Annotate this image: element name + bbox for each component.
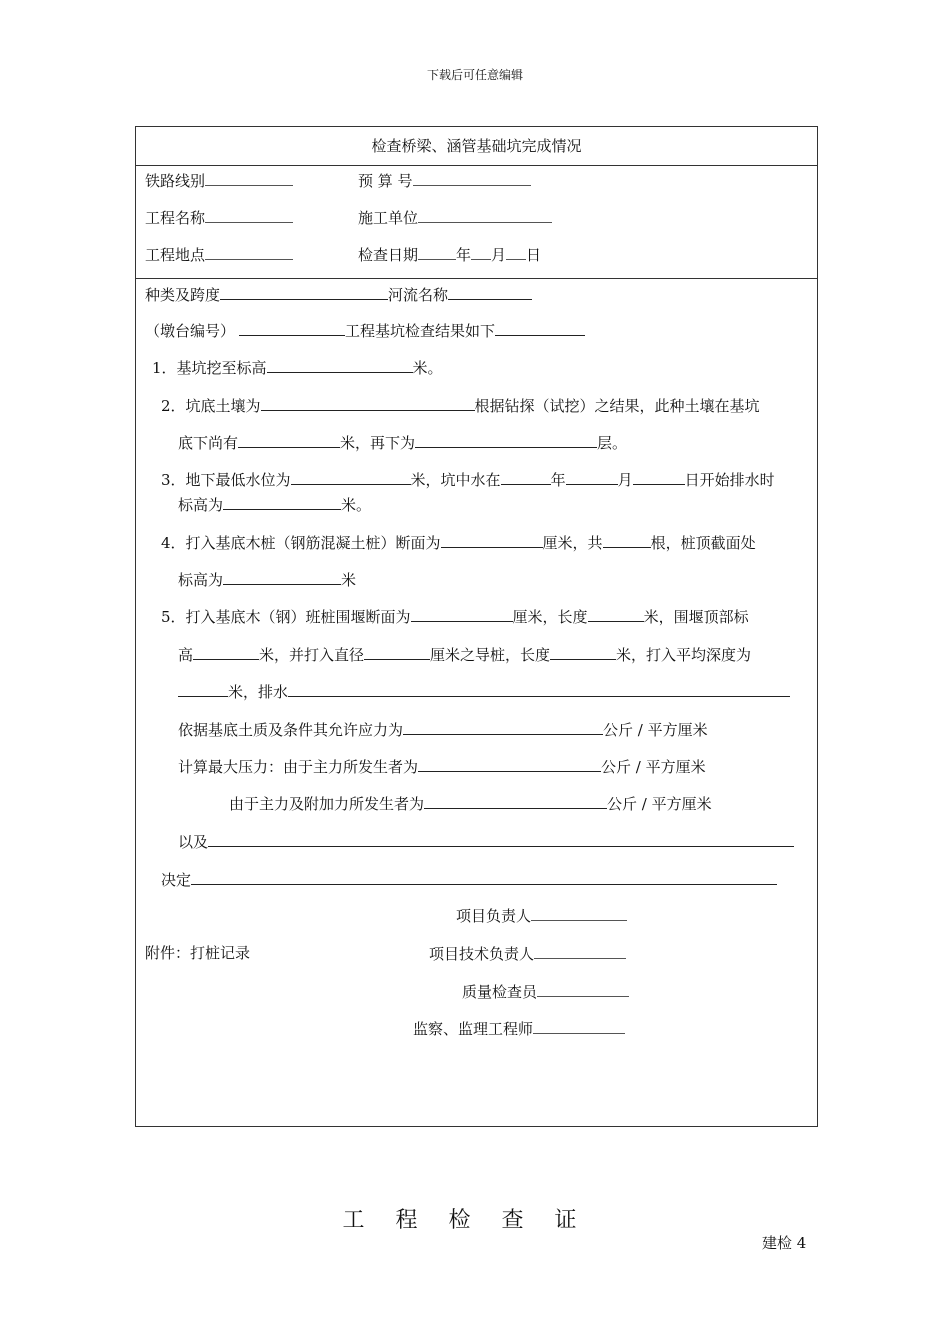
type-span-row bbox=[145, 285, 532, 304]
project-leader-signature[interactable] bbox=[531, 906, 627, 921]
item-4-text: 厘米，共 bbox=[542, 534, 603, 552]
tech-leader-row bbox=[429, 944, 626, 963]
quality-inspector-label: 质量检查员 bbox=[462, 983, 538, 1001]
item-3-month: 月 bbox=[617, 471, 633, 489]
combined-pressure-label: 由于主力及附加力所发生者为 bbox=[229, 795, 425, 813]
decision-label: 决定 bbox=[161, 871, 192, 889]
guide-pile-diameter-field[interactable] bbox=[364, 645, 430, 660]
budget-no-label: 预 算 号 bbox=[358, 172, 413, 190]
allowable-stress-label: 依据基底土质及条件其允许应力为 bbox=[178, 721, 404, 739]
item-4-cont-unit: 米 bbox=[341, 571, 357, 589]
check-date-row bbox=[358, 245, 541, 264]
project-leader-label: 项目负责人 bbox=[456, 907, 532, 925]
drain-day-field[interactable] bbox=[633, 470, 685, 485]
result-intro-label: 工程基坑检查结果如下 bbox=[345, 322, 496, 340]
main-pressure-unit: 公斤 / 平方厘米 bbox=[601, 758, 706, 776]
item-2-label: 2．坑底土壤为 bbox=[161, 397, 261, 415]
project-location-row bbox=[145, 245, 293, 264]
item-3-year: 年 bbox=[550, 471, 566, 489]
item-5-cont-label: 高 bbox=[178, 646, 194, 664]
main-pressure-field[interactable] bbox=[418, 757, 601, 772]
item-2-cont-unit: 层。 bbox=[597, 434, 628, 452]
water-level-field[interactable] bbox=[291, 470, 411, 485]
combined-pressure-unit: 公斤 / 平方厘米 bbox=[607, 795, 712, 813]
supervisor-row bbox=[413, 1019, 625, 1038]
allowable-stress-field[interactable] bbox=[403, 720, 603, 735]
check-month-field[interactable] bbox=[471, 245, 491, 260]
allowable-stress-row bbox=[178, 720, 708, 739]
item-5-row bbox=[161, 607, 749, 626]
inspection-form-frame bbox=[135, 126, 818, 1127]
budget-no-row bbox=[358, 171, 531, 190]
item-3-day: 日开始排水时 bbox=[684, 471, 775, 489]
item-1-row bbox=[152, 358, 443, 377]
decision-field[interactable] bbox=[191, 870, 777, 885]
item-3-cont-label: 标高为 bbox=[178, 496, 224, 514]
tech-leader-label: 项目技术负责人 bbox=[429, 945, 535, 963]
main-pressure-label: 计算最大压力：由于主力所发生者为 bbox=[178, 758, 419, 776]
project-name-label: 工程名称 bbox=[145, 209, 206, 227]
drain-elevation-field[interactable] bbox=[223, 495, 341, 510]
title-divider bbox=[135, 165, 818, 166]
item-3-row bbox=[161, 470, 775, 489]
supervisor-signature[interactable] bbox=[533, 1019, 625, 1034]
item-2-text: 根据钻探（试挖）之结果，此种土壤在基坑 bbox=[474, 397, 760, 415]
tech-leader-signature[interactable] bbox=[534, 944, 626, 959]
cofferdam-section-field[interactable] bbox=[411, 607, 513, 622]
item-2-row bbox=[161, 396, 760, 415]
also-field[interactable] bbox=[208, 832, 794, 847]
construction-unit-label: 施工单位 bbox=[358, 209, 419, 227]
river-name-field[interactable] bbox=[448, 285, 532, 300]
item-4-cont-row bbox=[178, 570, 356, 589]
soil-depth-field[interactable] bbox=[238, 433, 340, 448]
pit-elevation-field[interactable] bbox=[267, 358, 413, 373]
item-5-cont-text: 米，并打入直径 bbox=[259, 646, 365, 664]
quality-inspector-row bbox=[462, 982, 629, 1001]
drain-year-field[interactable] bbox=[501, 470, 551, 485]
project-location-label: 工程地点 bbox=[145, 246, 206, 264]
budget-no-field[interactable] bbox=[413, 171, 531, 186]
pier-number-row bbox=[145, 321, 585, 340]
allowable-stress-unit: 公斤 / 平方厘米 bbox=[603, 721, 708, 739]
construction-unit-field[interactable] bbox=[418, 208, 552, 223]
result-intro-field[interactable] bbox=[495, 321, 585, 336]
item-4-cont-label: 标高为 bbox=[178, 571, 224, 589]
soil-type-field[interactable] bbox=[261, 396, 475, 411]
form-code: 建检 4 bbox=[762, 1234, 807, 1252]
item-3-label: 3．地下最低水位为 bbox=[161, 471, 291, 489]
item-3-cont-unit: 米。 bbox=[341, 496, 372, 514]
item-4-text-2: 根，桩顶截面处 bbox=[650, 534, 756, 552]
pile-count-field[interactable] bbox=[603, 533, 651, 548]
check-year-field[interactable] bbox=[418, 245, 456, 260]
day-label: 日 bbox=[526, 246, 542, 264]
month-label: 月 bbox=[491, 246, 507, 264]
info-divider bbox=[135, 278, 818, 279]
lower-layer-field[interactable] bbox=[415, 433, 597, 448]
railway-line-field[interactable] bbox=[205, 171, 293, 186]
project-leader-row bbox=[456, 906, 627, 925]
item-4-label: 4．打入基底木桩（钢筋混凝土桩）断面为 bbox=[161, 534, 441, 552]
drain-month-field[interactable] bbox=[566, 470, 618, 485]
page-header-note: 下载后可任意编辑 bbox=[426, 68, 523, 82]
item-5-drain-row bbox=[178, 682, 790, 701]
supervisor-label: 监察、监理工程师 bbox=[413, 1020, 534, 1038]
check-day-field[interactable] bbox=[506, 245, 526, 260]
avg-depth-field[interactable] bbox=[178, 682, 228, 697]
cofferdam-top-field[interactable] bbox=[193, 645, 259, 660]
cofferdam-length-field[interactable] bbox=[588, 607, 644, 622]
decision-row bbox=[161, 870, 777, 889]
combined-pressure-field[interactable] bbox=[424, 794, 607, 809]
inspection-certificate-title: 工程检查证 bbox=[342, 1208, 608, 1233]
also-label: 以及 bbox=[178, 833, 209, 851]
item-1-unit: 米。 bbox=[412, 359, 443, 377]
item-5-cont-text-2: 厘米之导桩，长度 bbox=[430, 646, 551, 664]
quality-inspector-signature[interactable] bbox=[537, 982, 629, 997]
item-3-text: 米，坑中水在 bbox=[410, 471, 501, 489]
pile-section-field[interactable] bbox=[441, 533, 543, 548]
item-5-text-2: 米，围堰顶部标 bbox=[643, 608, 749, 626]
type-span-label: 种类及跨度 bbox=[145, 286, 221, 304]
construction-unit-row bbox=[358, 208, 552, 227]
item-2-cont-row bbox=[178, 433, 627, 452]
item-5-cont-text-3: 米，打入平均深度为 bbox=[616, 646, 752, 664]
item-5-text: 厘米，长度 bbox=[512, 608, 588, 626]
drainage-field[interactable] bbox=[288, 682, 790, 697]
item-4-row bbox=[161, 533, 756, 552]
pile-top-elevation-field[interactable] bbox=[223, 570, 341, 585]
project-name-field[interactable] bbox=[205, 208, 293, 223]
item-5-cont-row bbox=[178, 645, 751, 664]
combined-pressure-row bbox=[229, 794, 712, 813]
project-name-row bbox=[145, 208, 293, 227]
item-3-cont-row bbox=[178, 495, 371, 514]
main-pressure-row bbox=[178, 757, 706, 776]
item-1-label: 1．基坑挖至标高 bbox=[152, 359, 267, 377]
pier-number-label: （墩台编号） bbox=[145, 322, 236, 340]
guide-pile-length-field[interactable] bbox=[550, 645, 616, 660]
railway-line-label: 铁路线别 bbox=[145, 172, 206, 190]
item-2-cont-text: 米，再下为 bbox=[340, 434, 416, 452]
railway-line-row bbox=[145, 171, 293, 190]
river-name-label: 河流名称 bbox=[388, 286, 449, 304]
check-date-label: 检查日期 bbox=[358, 246, 419, 264]
pier-number-field[interactable] bbox=[239, 321, 345, 336]
also-row bbox=[178, 832, 794, 851]
item-2-cont-label: 底下尚有 bbox=[178, 434, 239, 452]
year-label: 年 bbox=[456, 246, 472, 264]
project-location-field[interactable] bbox=[205, 245, 293, 260]
type-span-field[interactable] bbox=[220, 285, 388, 300]
item-5-drain-label: 米，排水 bbox=[228, 683, 289, 701]
item-5-label: 5．打入基底木（钢）班桩围堰断面为 bbox=[161, 608, 411, 626]
attachment-label: 附件：打桩记录 bbox=[145, 944, 251, 962]
form-title: 检查桥梁、涵管基础坑完成情况 bbox=[371, 137, 582, 155]
